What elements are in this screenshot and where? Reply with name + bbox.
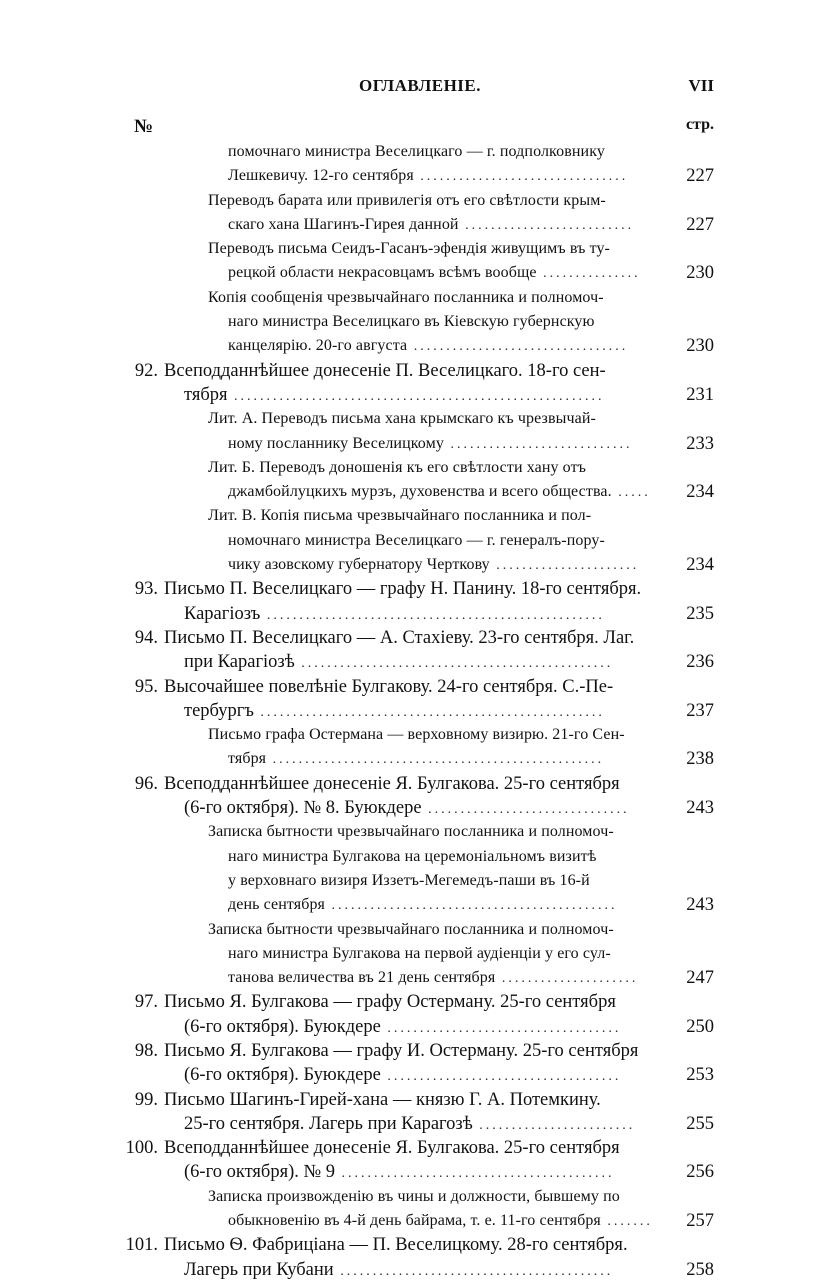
entry-text-line: тербургъ ..................................................... (184, 700, 605, 721)
entry-text-line: Переводъ письма Сеидъ-Гасанъ-эфендія живущимъ въ ту- (208, 240, 610, 258)
dotted-leader: ..................... (495, 971, 639, 987)
toc-entry (0, 577, 840, 626)
entry-text-line: при Карагіозѣ ................................................ (184, 652, 614, 673)
toc-entry (0, 359, 840, 408)
dotted-leader: ................................................... (266, 752, 605, 768)
toc-subentry (0, 237, 840, 286)
running-head (0, 76, 840, 100)
entry-number: 92. (134, 360, 158, 381)
entry-text-line: (6-го октября). Буюкдере .................................... (184, 1065, 622, 1086)
entry-text-line: Лешкевичу. 12-го сентября ................................ (228, 167, 629, 185)
entry-page-number: 258 (686, 1259, 714, 1280)
entry-page-number: 231 (686, 384, 714, 405)
dotted-leader: ............................... (421, 802, 630, 818)
toc-entry (0, 990, 840, 1039)
entry-text-line: наго министра Веселицкаго въ Кіевскую губернскую (228, 313, 595, 331)
entry-page-number: 237 (686, 700, 714, 721)
entry-text-line: обыкновенію въ 4-й день байрама, т. е. 11-го сентября ....... (228, 1212, 653, 1230)
entry-page-number: 230 (686, 263, 714, 284)
dotted-leader: ......................................................... (227, 388, 605, 404)
dotted-leader: ....... (600, 1214, 653, 1230)
entry-page-number: 238 (686, 749, 714, 770)
toc-entry (0, 675, 840, 724)
entry-text-line: (6-го октября). № 9 .......................................... (184, 1162, 615, 1183)
entry-number: 100. (125, 1138, 158, 1159)
entry-text-line: 25-го сентября. Лагерь при Карагозѣ ........................ (184, 1113, 636, 1134)
toc-entry (0, 1136, 840, 1185)
entry-text-line: Лит. В. Копія письма чрезвычайнаго посланника и пол- (208, 507, 592, 525)
entry-page-number: 234 (686, 555, 714, 576)
toc-subentry (0, 189, 840, 238)
entry-text-line: Письмо П. Веселицкаго — графу Н. Панину. 18-го сентября. (164, 579, 642, 600)
dotted-leader: .......................... (458, 217, 635, 233)
entry-page-number: 233 (686, 433, 714, 454)
entry-text-line: Лит. Б. Переводъ доношенія къ его свѣтлости хану отъ (208, 458, 587, 476)
entry-text-line: рецкой области некрасовцамъ всѣмъ вообще ............... (228, 264, 641, 282)
entry-text-line: танова величества въ 21 день сентября ..................... (228, 969, 639, 987)
entry-page-number: 227 (686, 214, 714, 235)
toc-subentry (0, 1185, 840, 1234)
entry-page-number: 256 (686, 1162, 714, 1183)
entry-text-line: тября ................................................... (228, 750, 605, 768)
entry-text-line: Письмо Я. Булгакова — графу Остерману. 25-го сентября (164, 992, 616, 1013)
dotted-leader: .................................................... (260, 607, 605, 623)
toc-entry (0, 1088, 840, 1137)
entry-page-number: 247 (686, 968, 714, 989)
toc-subentry (0, 140, 840, 189)
dotted-leader: ...................... (489, 558, 640, 574)
entry-text-line: номочнаго министра Веселицкаго — г. генералъ-пору- (228, 531, 605, 549)
entry-page-number: 257 (686, 1211, 714, 1232)
entry-text-line: Письмо П. Веселицкаго — А. Стахіеву. 23-го сентября. Лаг. (164, 627, 635, 648)
toc-subentry (0, 407, 840, 456)
entry-page-number: 243 (686, 895, 714, 916)
dotted-leader: ................................ (413, 169, 629, 185)
dotted-leader: ............................ (443, 436, 633, 452)
entry-number: 96. (134, 773, 158, 794)
entry-text-line: помочнаго министра Веселицкаго — г. подполковнику (228, 143, 605, 160)
toc-subentry (0, 918, 840, 991)
entry-text-line: Всеподданнѣйшее донесеніе Я. Булгакова. 25-го сентября (164, 1138, 620, 1159)
entry-text-line: Записка бытности чрезвычайнаго посланника и полномоч- (208, 823, 614, 841)
dotted-leader: .......................................... (335, 1166, 615, 1182)
entry-text-line: (6-го октября). № 8. Буюкдере ............................... (184, 798, 630, 819)
entry-text-line: Письмо Я. Булгакова — графу И. Остерману. 25-го сентября (164, 1040, 639, 1061)
table-of-contents (0, 140, 840, 1282)
entry-number: 97. (134, 992, 158, 1013)
entry-text-line: Всеподданнѣйшее донесеніе П. Веселицкаго. 18-го сен- (164, 360, 606, 381)
entry-text-line: Лагерь при Кубани .......................................... (184, 1259, 614, 1280)
entry-page-number: 236 (686, 652, 714, 673)
entry-page-number: 253 (686, 1065, 714, 1086)
dotted-leader: ................................. (407, 339, 629, 355)
page-title: ОГЛАВЛЕНІЕ. (358, 76, 482, 95)
entry-text-line: Всеподданнѣйшее донесеніе Я. Булгакова. 25-го сентября (164, 773, 620, 794)
entry-number: 95. (134, 676, 158, 697)
dotted-leader: ............... (536, 266, 641, 282)
entry-page-number: 227 (686, 166, 714, 187)
toc-entry (0, 626, 840, 675)
toc-entry (0, 1233, 840, 1282)
entry-text-line: Письмо Ѳ. Фабриціана — П. Веселицкому. 28-го сентября. (164, 1235, 628, 1256)
toc-subentry (0, 456, 840, 505)
entry-text-line: ному посланнику Веселицкому ............................ (228, 434, 633, 452)
entry-text-line: Копія сообщенія чрезвычайнаго посланника и полномоч- (208, 288, 604, 306)
entry-number: 98. (134, 1040, 158, 1061)
entry-number: 93. (134, 579, 158, 600)
entry-page-number: 235 (686, 603, 714, 624)
entry-page-number: 250 (686, 1016, 714, 1037)
dotted-leader: ..................................................... (253, 704, 605, 720)
toc-subentry (0, 820, 840, 917)
dotted-leader: ............................................ (325, 898, 618, 914)
entry-page-number: 255 (686, 1113, 714, 1134)
entry-text-line: Письмо Шагинъ-Гирей-хана — князю Г. А. Потемкину. (164, 1089, 601, 1110)
entry-text-line: наго министра Булгакова на церемоніальномъ визитѣ (228, 847, 597, 865)
entry-text-line: Записка произвожденію въ чины и должности, бывшему по (208, 1187, 620, 1205)
page-column-label: стр. (685, 116, 714, 133)
toc-subentry (0, 723, 840, 772)
entry-number: 94. (134, 627, 158, 648)
dotted-leader: ..... (611, 485, 651, 501)
number-column-label: № (134, 116, 154, 137)
roman-page-number: VII (688, 76, 714, 95)
dotted-leader: .......................................... (333, 1263, 614, 1279)
toc-subentry (0, 286, 840, 359)
dotted-leader: .................................... (380, 1069, 622, 1085)
entry-text-line: у верховнаго визиря Иззетъ-Мегемедъ-паши въ 16-й (228, 871, 590, 889)
column-headers (0, 116, 840, 136)
entry-text-line: Переводъ барата или привилегія отъ его свѣтлости крым- (208, 191, 606, 209)
entry-text-line: (6-го октября). Буюкдере .................................... (184, 1016, 622, 1037)
toc-entry (0, 772, 840, 821)
entry-number: 99. (134, 1089, 158, 1110)
entry-page-number: 230 (686, 336, 714, 357)
entry-text-line: Высочайшее повелѣніе Булгакову. 24-го сентября. С.-Пе- (164, 676, 614, 697)
entry-text-line: день сентября ............................................ (228, 896, 618, 914)
entry-page-number: 243 (686, 798, 714, 819)
entry-text-line: Карагіозъ .................................................... (184, 603, 605, 624)
toc-entry (0, 1039, 840, 1088)
entry-text-line: скаго хана Шагинъ-Гирея данной .......................... (228, 215, 635, 233)
entry-text-line: чику азовскому губернатору Черткову ...................... (228, 556, 640, 574)
entry-text-line: Записка бытности чрезвычайнаго посланника и полномоч- (208, 920, 614, 938)
entry-text-line: тября ......................................................... (184, 384, 605, 405)
dotted-leader: ........................ (472, 1117, 636, 1133)
toc-subentry (0, 504, 840, 577)
entry-page-number: 234 (686, 482, 714, 503)
entry-text-line: Письмо графа Остермана — верховному визирю. 21-го Сен- (208, 726, 625, 744)
entry-number: 101. (125, 1235, 158, 1256)
dotted-leader: .................................... (380, 1020, 622, 1036)
entry-text-line: канцелярію. 20-го августа ................................. (228, 337, 629, 355)
entry-text-line: наго министра Булгакова на первой аудіенціи у его сул- (228, 944, 611, 962)
entry-text-line: джамбойлуцкихъ мурзъ, духовенства и всего общества. ..... (228, 483, 651, 501)
dotted-leader: ................................................ (294, 656, 614, 672)
entry-text-line: Лит. А. Переводъ письма хана крымскаго къ чрезвычай- (208, 410, 596, 428)
